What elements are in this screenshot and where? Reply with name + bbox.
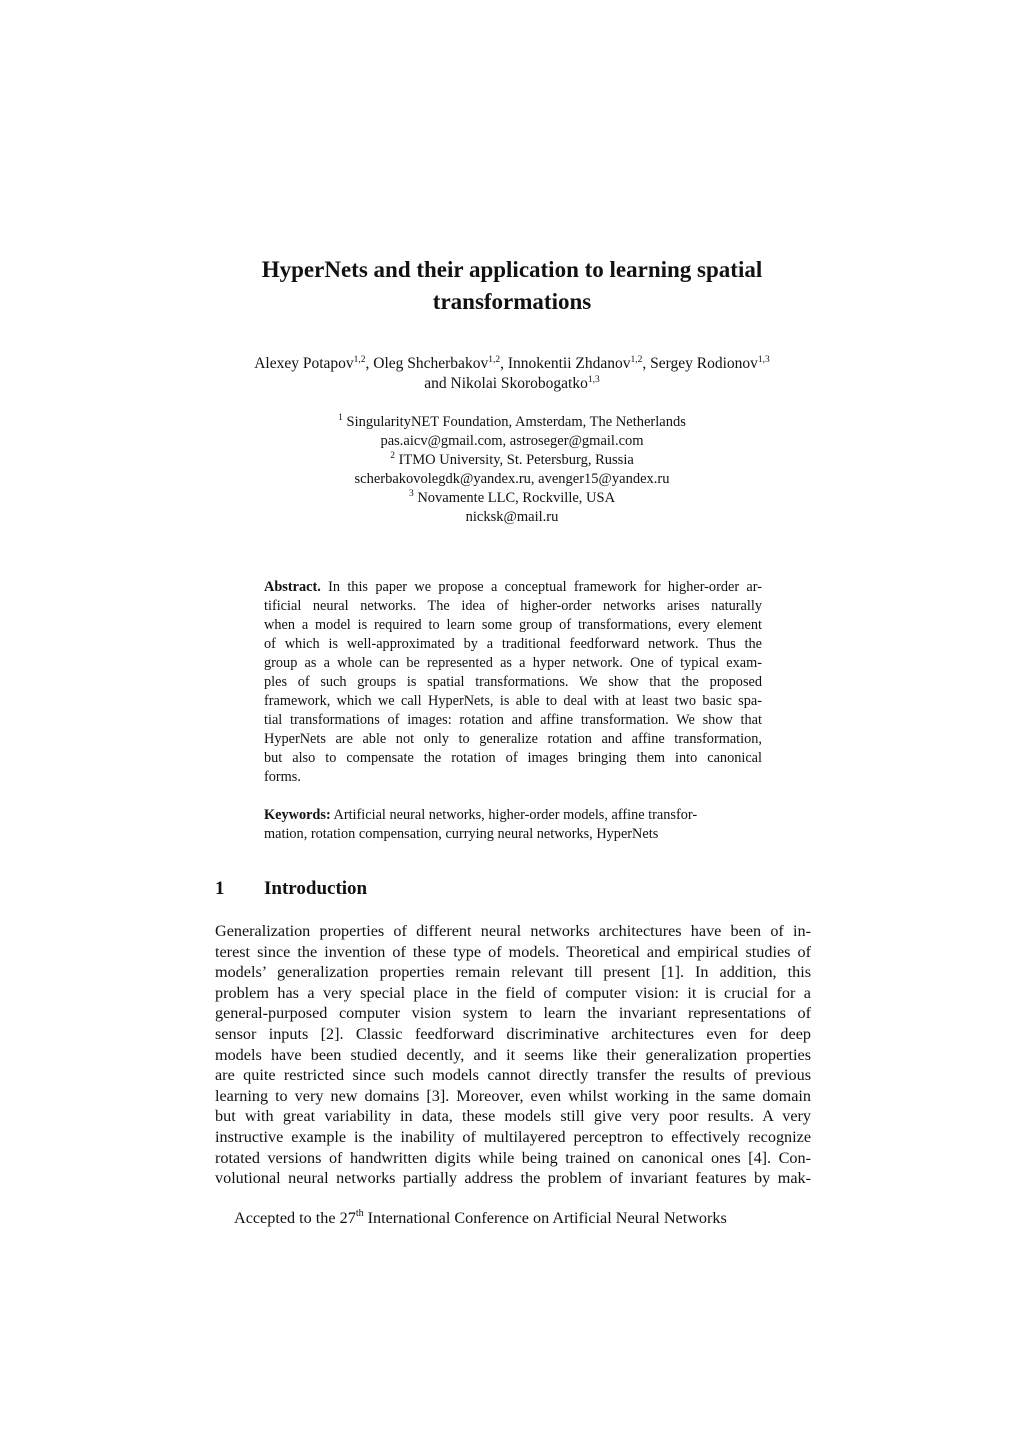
keywords-line: mation, rotation compensation, currying neural networks, HyperNets (264, 826, 659, 842)
body-line: models have been studied decently, and it seems like their generalization properties (215, 1045, 811, 1064)
abstract (264, 578, 762, 787)
author-affiliation-mark: 1,2 (488, 355, 501, 365)
body-line: general-purposed computer vision system to learn the invariant representations of (215, 1004, 811, 1023)
section-heading (215, 876, 367, 902)
keywords-line: Keywords: Artificial neural networks, higher-order models, affine transfor- (264, 807, 698, 823)
author-affiliation-mark: 1,2 (353, 355, 366, 365)
author-list (0, 354, 1024, 394)
author-name: Innokentii Zhdanov (507, 355, 631, 372)
body-line: rotated versions of handwritten digits while being trained on canonical ones [4]. Con- (215, 1148, 811, 1167)
abstract-line: ples of such groups is spatial transformations. We show that the proposed (264, 674, 762, 690)
paper-title (0, 254, 1024, 318)
body-line: problem has a very special place in the field of computer vision: it is crucial for a (215, 983, 811, 1002)
author-line: Alexey Potapov$^{1,2}$, Oleg Shcherbakov$^{1,2}$, Innokentii Zhdanov$^{1,2}$, Sergey Rodionov$^{1,3}$ (254, 355, 770, 372)
abstract-line: tial transformations of images: rotation and affine transformation. We show that (264, 712, 762, 728)
conference-note: Accepted to the 27th International Conference on Artificial Neural Networks (234, 1208, 727, 1227)
affiliation-emails: nicksk@mail.ru (465, 509, 559, 525)
abstract-line: but also to compensate the rotation of images bringing them into canonical (264, 750, 762, 766)
body-paragraph (215, 921, 811, 1189)
abstract-line: of which is well-approximated by a traditional feedforward network. Thus the (264, 636, 762, 652)
body-line: models’ generalization properties remain relevant till present [1]. In addition, this (215, 963, 811, 982)
body-line: learning to very new domains [3]. Moreover, even whilst working in the same domain (215, 1086, 811, 1105)
author-name: and Nikolai Skorobogatko (424, 375, 588, 392)
abstract-label: Abstract. (264, 579, 321, 595)
author-line (0, 374, 1024, 394)
keywords-label: Keywords: (264, 807, 331, 823)
abstract-line: HyperNets are able not only to generalize rotation and affine transformation, (264, 731, 762, 747)
abstract-line: Abstract. In this paper we propose a conceptual framework for higher-order ar- (264, 579, 762, 595)
author-affiliation-mark: 1,2 (630, 355, 643, 365)
title-line: transformations (432, 289, 592, 314)
author-name: Oleg Shcherbakov (373, 355, 489, 372)
affiliation-line: $^3$ Novamente LLC, Rockville, USA (408, 489, 616, 506)
body-line: instructive example is the inability of multilayered perceptron to effectively recognize (215, 1127, 811, 1146)
body-line: volutional neural networks partially address the problem of invariant features by mak- (215, 1169, 811, 1188)
section-number: 1 (215, 878, 225, 899)
abstract-line: when a model is required to learn some group of transformations, every element (264, 617, 762, 633)
body-line: but with great variability in data, these models still give very poor results. A very (215, 1107, 811, 1126)
body-line: Generalization properties of different neural networks architectures have been of in- (215, 922, 811, 940)
author-name: Sergey Rodionov (650, 355, 758, 372)
abstract-line: forms. (264, 769, 301, 785)
affiliation-line: $^1$ SingularityNET Foundation, Amsterdam, The Netherlands (338, 413, 686, 430)
affiliation-line: $^2$ ITMO University, St. Petersburg, Russia (390, 451, 634, 468)
abstract-line: tificial neural networks. The idea of higher-order networks arises naturally (264, 598, 762, 614)
keywords (264, 806, 762, 844)
section-title: Introduction (264, 878, 368, 899)
title-line: HyperNets and their application to learning spatial (261, 257, 763, 282)
body-line: are quite restricted since such models cannot directly transfer the results of previous (215, 1066, 811, 1085)
affiliation-emails: scherbakovolegdk@yandex.ru, avenger15@yandex.ru (354, 471, 670, 487)
author-affiliation-mark: 1,3 (757, 355, 770, 365)
affiliations (0, 413, 1024, 527)
affiliation-emails: pas.aicv@gmail.com, astroseger@gmail.com (380, 433, 644, 449)
author-name: Alexey Potapov (254, 355, 354, 372)
author-affiliation-mark: 1,3 (587, 375, 600, 385)
abstract-line: group as a whole can be represented as a hyper network. One of typical exam- (264, 655, 762, 671)
body-line: terest since the invention of these type of models. Theoretical and empirical studies of (215, 942, 811, 961)
body-line: sensor inputs [2]. Classic feedforward discriminative architectures even for deep (215, 1024, 811, 1043)
abstract-line: framework, which we call HyperNets, is able to deal with at least two basic spa- (264, 693, 762, 709)
